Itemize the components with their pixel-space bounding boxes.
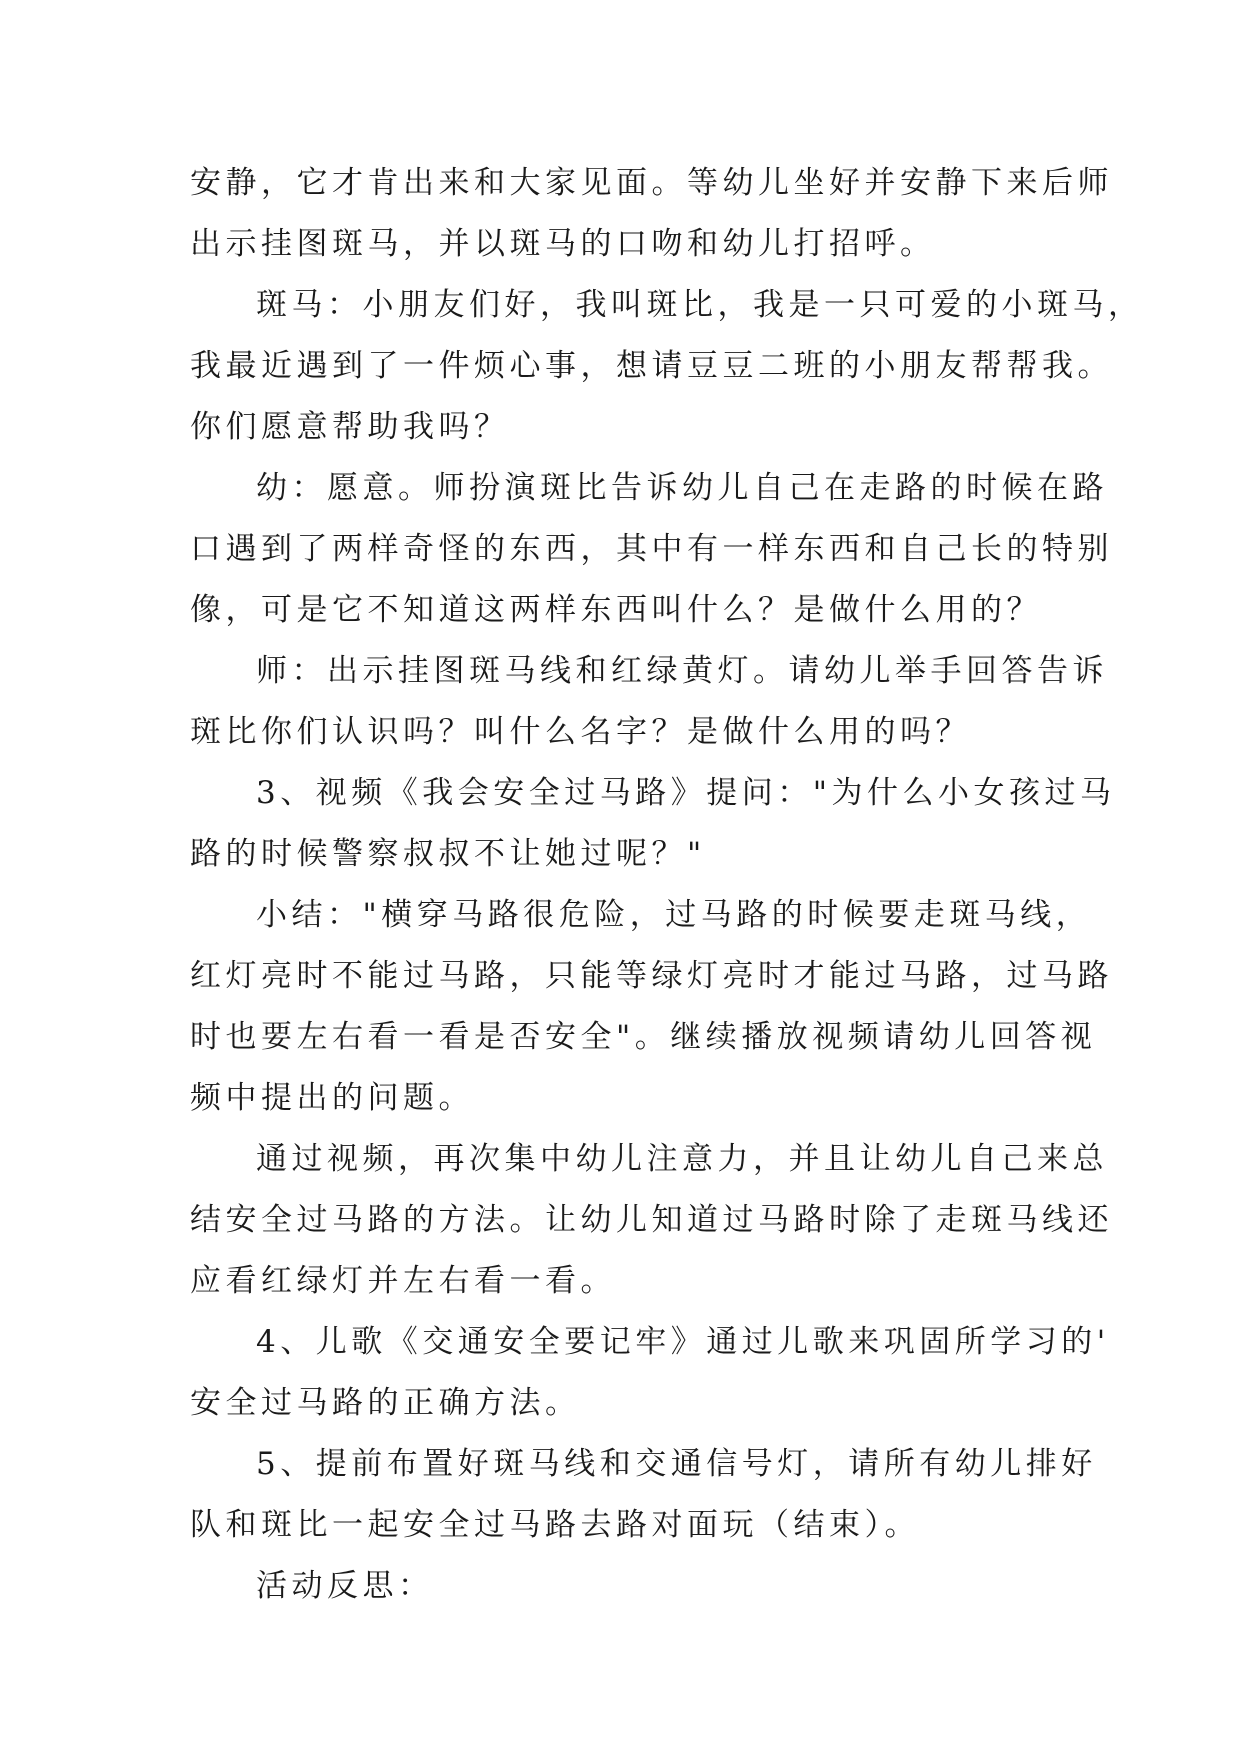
text-line: 应看红绿灯并左右看一看。: [190, 1263, 616, 1299]
text-line: 时也要左右看一看是否安全"。继续播放视频请幼儿回答视: [190, 1019, 1097, 1055]
text-line: 队和斑比一起安全过马路去路对面玩（结束）。: [190, 1507, 920, 1543]
text-line: 出示挂图斑马，并以斑马的口吻和幼儿打招呼。: [190, 226, 936, 262]
text-line: 安静，它才肯出来和大家见面。等幼儿坐好并安静下来后师: [190, 165, 1113, 201]
text-line: 小结："横穿马路很危险，过马路的时候要走斑马线，: [256, 897, 1092, 933]
text-line: 斑马：小朋友们好，我叫斑比，我是一只可爱的小斑马，: [256, 287, 1144, 323]
text-line: 斑比你们认识吗？叫什么名字？是做什么用的吗？: [190, 714, 971, 750]
text-line: 我最近遇到了一件烦心事，想请豆豆二班的小朋友帮帮我。: [190, 348, 1113, 384]
text-line: 口遇到了两样奇怪的东西，其中有一样东西和自己长的特别: [190, 531, 1113, 567]
text-line: 4、儿歌《交通安全要记牢》通过儿歌来巩固所学习的': [256, 1324, 1110, 1360]
text-line: 路的时候警察叔叔不让她过呢？": [190, 836, 706, 872]
text-line: 活动反思：: [256, 1568, 434, 1604]
text-line: 5、提前布置好斑马线和交通信号灯，请所有幼儿排好: [256, 1446, 1097, 1482]
text-line: 像，可是它不知道这两样东西叫什么？是做什么用的？: [190, 592, 1042, 628]
text-line: 3、视频《我会安全过马路》提问："为什么小女孩过马: [256, 775, 1116, 811]
text-line: 师：出示挂图斑马线和红绿黄灯。请幼儿举手回答告诉: [256, 653, 1108, 689]
text-line: 幼：愿意。师扮演斑比告诉幼儿自己在走路的时候在路: [256, 470, 1108, 506]
text-line: 通过视频，再次集中幼儿注意力，并且让幼儿自己来总: [256, 1141, 1108, 1177]
text-line: 结安全过马路的方法。让幼儿知道过马路时除了走斑马线还: [190, 1202, 1113, 1238]
text-line: 安全过马路的正确方法。: [190, 1385, 581, 1421]
text-line: 红灯亮时不能过马路，只能等绿灯亮时才能过马路，过马路: [190, 958, 1113, 994]
text-line: 频中提出的问题。: [190, 1080, 474, 1116]
text-line: 你们愿意帮助我吗？: [190, 409, 510, 445]
document-body: [190, 160, 1144, 1624]
